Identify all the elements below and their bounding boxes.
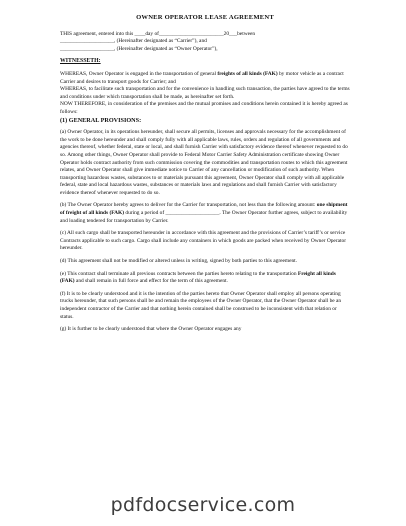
clause-a: (a) Owner Operator, in its operations hereunder, shall secure all permits, licenses and approvals necessary for the accomplishment of the work to be done hereunder and shall comply fully with all applicable laws, rules, orders and regulation of all governments and agencies thereof, whether federal, state or local, and shall furnish Carrier with satisfactory evidence thereof whenever requested to do so. Among other things, Owner Operator shall provide to Federal Motor Carrier Safety Administration certificate showing Owner Operator holds contract authority from such commission covering the commodities and transportation routes to which this agreement relates, and Owner Operator shall give immediate notice to Carrier of any cancellation or modification of such authority. When transporting hazardous wastes, substances to or materials pursuant this agreement, Owner Operator shall comply with all applicable federal, state and local hazardous wastes, substances or materials laws and regulations and shall furnish Carrier with satisfactory evidence thereof whenever requested to do so.	[60, 129, 348, 196]
whereas-paragraph-2: WHEREAS, to facilitate such transportation and for the convenience in handling such transaction, the parties have agreed to the terms and conditions under which transportation shall be made, as hereinafter set forth.	[60, 86, 350, 100]
section-heading: (1) GENERAL PROVISIONS:	[60, 116, 142, 124]
now-therefore-paragraph: NOW THEREFORE, in consideration of the premises and the mutual promises and conditions herein contained it is hereby agreed as follows:	[60, 101, 348, 115]
text-run: (e) This contract shall terminate all previous contracts between the parties hereto relating to the transportation	[60, 270, 298, 277]
text-run: WHEREAS, Owner Operator is engaged in the transportation of general	[60, 70, 218, 77]
clause-f: (f) It is to be clearly understood and it is the intention of the parties hereto that Owner Operator shall employ all persons operating trucks hereunder, that such persons shall be and remain the employees of the Owner Operator, that the Owner Operator shall be an independent contractor of the Carrier and that nothing herein contained shall be construed to be inconsistent with that relation or status.	[60, 290, 342, 320]
whereas-paragraph-1	[60, 71, 350, 86]
text-run: and shall remain in full force and effect for the term of this agreement.	[74, 278, 228, 285]
clause-g: (g) It is further to be clearly understood that where the Owner Operator engages any	[60, 326, 242, 333]
intro-line: THIS agreement, entered into this ____day of________________________20___between	[60, 30, 256, 37]
document-title: OWNER OPERATOR LEASE AGREEMENT	[136, 14, 274, 21]
text-run: during a period of ____________________. The Owner Operator further agrees, subject to availability and loading tendered for transportation by Carrier.	[60, 210, 348, 224]
bold-run: one shipment of freight of all kinds (FAK)	[60, 202, 348, 217]
intro-line: ____________________, (Hereinafter designated as “Carrier”), and	[60, 38, 207, 45]
site-watermark: pdfdocservice.com	[110, 494, 296, 516]
text-run: (b) The Owner Operator hereby agrees to deliver for the Carrier for transportation, not less than the following amount:	[60, 202, 317, 209]
lease-agreement-document	[60, 14, 350, 334]
text-run: by motor vehicle as a contract Carrier and desires to transport goods for Carrier; and	[60, 70, 344, 85]
bold-run: freights of all kinds (FAK)	[217, 70, 278, 77]
bold-run: Freight all kinds (FAK)	[60, 270, 336, 285]
intro-line: ____________________, (Hereinafter designated as “Owner Operator”),	[60, 45, 218, 52]
witnesseth-heading: WITNESSETH:	[60, 58, 101, 65]
clause-e	[60, 271, 350, 286]
clause-d: (d) This agreement shall not be modified or altered unless in writing, signed by both parties to this agreement.	[60, 258, 298, 265]
clause-c: (c) All such cargo shall be transported hereunder in accordance with this agreement and the provisions of Carrier’s tariff’s or service Contracts applicable to such cargo. Cargo shall include any containers in which goods are packed when received by Owner Operator hereunder.	[60, 230, 347, 252]
clause-b	[60, 202, 350, 225]
